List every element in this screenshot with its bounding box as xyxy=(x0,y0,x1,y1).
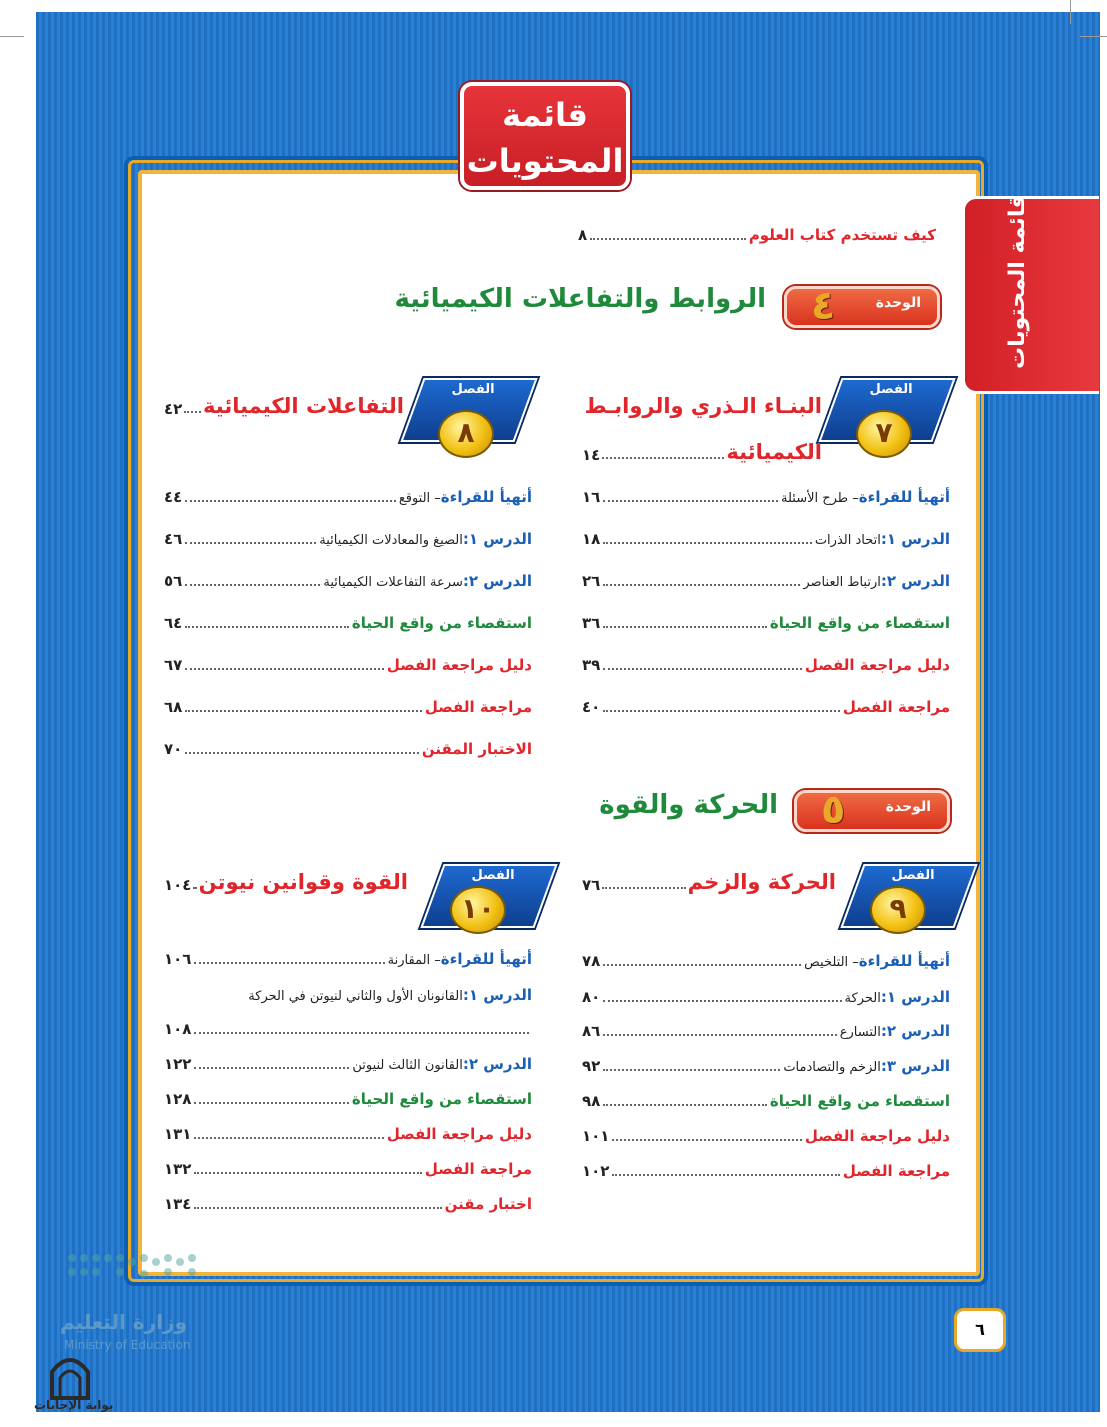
entry-label: الدرس ٢: xyxy=(462,1055,532,1073)
entry-page: ١٠٢ xyxy=(582,1162,610,1180)
entry-label: مراجعة الفصل xyxy=(842,698,950,716)
entry-page: ١٢٢ xyxy=(164,1055,192,1073)
entry-sub: – المقارنة xyxy=(387,953,441,968)
entry-label: أتهيأ للقراءة xyxy=(440,950,532,968)
entry-page: ١٣١ xyxy=(164,1125,192,1143)
side-tab xyxy=(962,196,1099,394)
page-title xyxy=(460,82,630,190)
entry-page: ٨٠ xyxy=(582,988,601,1006)
leader-dots xyxy=(185,584,320,586)
toc-entry[interactable] xyxy=(164,740,532,758)
toc-entry[interactable] xyxy=(582,1022,950,1040)
entry-label: الدرس ٢: xyxy=(462,572,532,590)
entry-sub: الزخم والتصادمات xyxy=(783,1060,881,1075)
leader-dots xyxy=(185,500,396,502)
chapter-8-title[interactable] xyxy=(164,394,404,418)
entry-label: الدرس ٢: xyxy=(880,572,950,590)
chapter-label: الفصل xyxy=(869,382,913,397)
leader-dots xyxy=(185,752,419,754)
toc-entry[interactable] xyxy=(582,614,950,632)
intro-page: ٨ xyxy=(578,226,588,244)
entry-page: ١٠٨ xyxy=(164,1020,192,1038)
toc-entry[interactable] xyxy=(164,1125,532,1143)
leader-dots xyxy=(612,1174,839,1176)
toc-entry[interactable] xyxy=(582,1092,950,1110)
leader-dots xyxy=(603,1034,836,1036)
leader-dots xyxy=(185,626,349,628)
leader-dots xyxy=(194,1032,529,1034)
chapter-10-number: ١٠ xyxy=(450,886,506,934)
unit-label: الوحدة xyxy=(875,295,921,311)
leader-dots xyxy=(603,1069,780,1071)
toc-entry[interactable] xyxy=(164,950,532,968)
entry-sub: اتحاد الذرات xyxy=(814,533,881,548)
leader-dots xyxy=(602,887,685,889)
leader-dots xyxy=(194,1067,349,1069)
leader-dots xyxy=(603,1000,841,1002)
toc-entry[interactable] xyxy=(582,1057,950,1075)
leader-dots xyxy=(194,962,384,964)
leader-dots xyxy=(194,1102,348,1104)
leader-dots xyxy=(185,542,316,544)
toc-entry[interactable] xyxy=(582,698,950,716)
toc-entry[interactable] xyxy=(582,1127,950,1145)
toc-entry[interactable] xyxy=(164,488,532,506)
unit-4-badge xyxy=(784,283,940,329)
unit-number: ٥ xyxy=(821,787,846,833)
entry-page: ٣٦ xyxy=(582,614,601,632)
toc-entry[interactable] xyxy=(164,1055,532,1073)
entry-sub: الحركة xyxy=(844,991,881,1006)
leader-dots xyxy=(603,710,840,712)
entry-label: الدرس ١: xyxy=(462,986,532,1004)
chapter-10-title[interactable] xyxy=(164,870,408,894)
entry-label: دليل مراجعة الفصل xyxy=(804,656,950,674)
entry-page: ١٢٨ xyxy=(164,1090,192,1108)
entry-page: ٦٨ xyxy=(164,698,183,716)
leader-dots xyxy=(185,668,384,670)
entry-page: ٩٨ xyxy=(582,1092,601,1110)
entry-sub: سرعة التفاعلات الكيميائية xyxy=(323,575,463,590)
entry-sub: – التوقع xyxy=(398,491,441,506)
chapter-title: القوة وقوانين نيوتن xyxy=(198,870,408,894)
unit-5-title: الحركة والقوة xyxy=(599,790,778,820)
entry-label: استقصاء من واقع الحياة xyxy=(351,614,532,632)
entry-label: الاختبار المقنن xyxy=(421,740,532,758)
chapter-label: الفصل xyxy=(451,382,495,397)
leader-dots xyxy=(602,457,724,459)
toc-entry[interactable] xyxy=(164,1195,532,1213)
toc-entry[interactable] xyxy=(164,656,532,674)
entry-sub: القانون الثالث لنيوتن xyxy=(352,1058,463,1073)
toc-entry[interactable] xyxy=(582,988,950,1006)
leader-dots xyxy=(603,542,812,544)
entry-sub: – طرح الأسئلة xyxy=(781,491,859,506)
unit-label: الوحدة xyxy=(885,799,931,815)
entry-label: مراجعة الفصل xyxy=(424,698,532,716)
chapter-title: التفاعلات الكيميائية xyxy=(203,394,404,418)
unit-5-badge xyxy=(794,787,950,833)
unit-number: ٤ xyxy=(811,283,836,329)
ministry-name-ar: وزارة التعليم xyxy=(60,1310,187,1334)
leader-dots xyxy=(185,710,422,712)
entry-page: ٧٠ xyxy=(164,740,183,758)
entry-label: الدرس ١: xyxy=(462,530,532,548)
side-tab-label: قائمة المحتويات xyxy=(1005,194,1030,369)
toc-entry[interactable] xyxy=(164,1090,532,1108)
chapter-7-title-line1[interactable] xyxy=(582,394,822,418)
unit-4-title: الروابط والتفاعلات الكيميائية xyxy=(394,284,766,314)
toc-entry[interactable] xyxy=(582,530,950,548)
entry-page: ١٠٦ xyxy=(164,950,192,968)
toc-entry[interactable] xyxy=(582,952,950,970)
chapter-8-number: ٨ xyxy=(438,410,494,458)
entry-page: ٤٠ xyxy=(582,698,601,716)
leader-dots xyxy=(603,668,802,670)
leader-dots xyxy=(193,887,196,889)
entry-label: دليل مراجعة الفصل xyxy=(804,1127,950,1145)
crop-mark xyxy=(0,36,24,37)
toc-entry[interactable] xyxy=(164,530,532,548)
toc-entry-continued[interactable] xyxy=(164,1020,532,1038)
entry-label: الدرس ١: xyxy=(880,988,950,1006)
page-number: ٦ xyxy=(954,1308,1006,1352)
intro-entry[interactable] xyxy=(578,226,936,244)
entry-label: الدرس ١: xyxy=(880,530,950,548)
leader-dots xyxy=(603,584,800,586)
chapter-9-number: ٩ xyxy=(870,886,926,934)
entry-page: ٩٢ xyxy=(582,1057,601,1075)
toc-entry[interactable] xyxy=(582,1162,950,1180)
title-line-2: المحتويات xyxy=(466,142,624,180)
chapter-7-number: ٧ xyxy=(856,410,912,458)
contents-panel xyxy=(138,170,980,1276)
entry-label: أتهيأ للقراءة xyxy=(858,488,950,506)
entry-page: ٤٦ xyxy=(164,530,183,548)
entry-page: ٧٨ xyxy=(582,952,601,970)
leader-dots xyxy=(194,1207,441,1209)
entry-label: استقصاء من واقع الحياة xyxy=(769,1092,950,1110)
crop-mark xyxy=(1070,0,1071,24)
intro-label: كيف تستخدم كتاب العلوم xyxy=(748,226,936,244)
toc-entry[interactable] xyxy=(164,698,532,716)
entry-label: الدرس ٢: xyxy=(880,1022,950,1040)
entry-page: ٥٦ xyxy=(164,572,183,590)
crop-mark xyxy=(1080,36,1107,37)
leader-dots xyxy=(603,964,801,966)
leader-dots xyxy=(603,626,767,628)
leader-dots xyxy=(612,1139,801,1141)
toc-entry[interactable] xyxy=(164,986,532,1004)
chapter-title: الكيميائية xyxy=(726,440,822,464)
toc-entry[interactable] xyxy=(582,572,950,590)
entry-page: ١٠١ xyxy=(582,1127,610,1145)
entry-label: الدرس ٣: xyxy=(880,1057,950,1075)
entry-page: ١٣٢ xyxy=(164,1160,192,1178)
entry-sub: – التلخيص xyxy=(804,955,859,970)
entry-label: اختبار مقنن xyxy=(444,1195,532,1213)
ministry-name-en: Ministry of Education xyxy=(64,1338,191,1352)
entry-page: ٦٤ xyxy=(164,614,183,632)
entry-label: استقصاء من واقع الحياة xyxy=(351,1090,532,1108)
entry-page: ٤٤ xyxy=(164,488,183,506)
chapter-label: الفصل xyxy=(471,868,515,883)
chapter-page: ١٤ xyxy=(582,446,601,464)
chapter-page: ٤٢ xyxy=(164,400,183,418)
entry-page: ٨٦ xyxy=(582,1022,601,1040)
toc-entry[interactable] xyxy=(582,656,950,674)
toc-entry[interactable] xyxy=(582,488,950,506)
chapter-title: البنـاء الـذري والروابـط xyxy=(584,394,822,418)
entry-page: ٣٩ xyxy=(582,656,601,674)
chapter-7-title-line2[interactable] xyxy=(582,440,822,464)
watermark-text: بوابة الإجابات xyxy=(34,1398,114,1412)
chapter-9-title[interactable] xyxy=(582,870,836,894)
leader-dots xyxy=(603,500,778,502)
chapter-label: الفصل xyxy=(891,868,935,883)
toc-entry[interactable] xyxy=(164,614,532,632)
entry-label: دليل مراجعة الفصل xyxy=(386,1125,532,1143)
entry-label: أتهيأ للقراءة xyxy=(440,488,532,506)
entry-sub: القانونان الأول والثاني لنيوتن في الحركة xyxy=(248,989,463,1004)
title-line-1: قائمة xyxy=(502,96,588,134)
leader-dots xyxy=(184,411,201,413)
entry-sub: الصيغ والمعادلات الكيميائية xyxy=(319,533,463,548)
entry-page: ٢٦ xyxy=(582,572,601,590)
leader-dots xyxy=(603,1104,767,1106)
entry-sub: التسارع xyxy=(839,1025,881,1040)
entry-label: مراجعة الفصل xyxy=(424,1160,532,1178)
entry-page: ١٨ xyxy=(582,530,601,548)
chapter-page: ١٠٤ xyxy=(164,876,192,894)
chapter-page: ٧٦ xyxy=(582,876,601,894)
entry-label: استقصاء من واقع الحياة xyxy=(769,614,950,632)
leader-dots xyxy=(194,1137,383,1139)
chapter-title: الحركة والزخم xyxy=(687,870,836,894)
entry-sub: ارتباط العناصر xyxy=(803,575,881,590)
toc-entry[interactable] xyxy=(164,572,532,590)
toc-entry[interactable] xyxy=(164,1160,532,1178)
entry-page: ١٣٤ xyxy=(164,1195,192,1213)
leader-dots xyxy=(590,238,746,240)
entry-page: ٦٧ xyxy=(164,656,183,674)
entry-label: دليل مراجعة الفصل xyxy=(386,656,532,674)
entry-page: ١٦ xyxy=(582,488,601,506)
entry-label: أتهيأ للقراءة xyxy=(858,952,950,970)
entry-label: مراجعة الفصل xyxy=(842,1162,950,1180)
mosque-icon xyxy=(46,1350,94,1400)
leader-dots xyxy=(194,1172,421,1174)
